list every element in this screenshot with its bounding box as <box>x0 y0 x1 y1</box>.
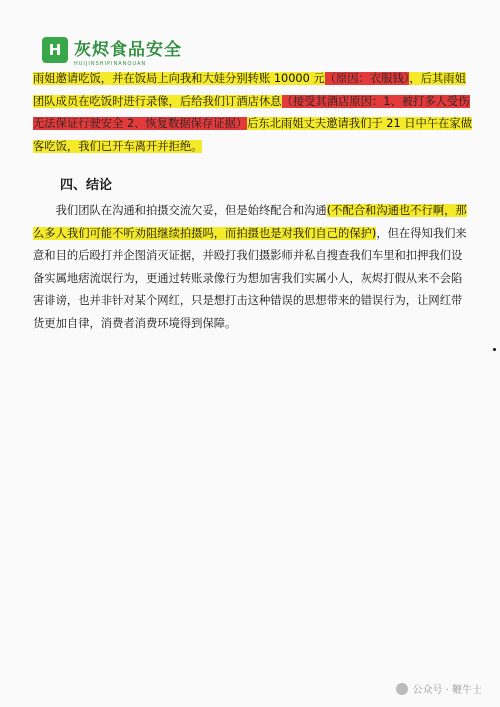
logo-text: 灰烬食品安全 <box>74 40 182 60</box>
watermark-footer <box>396 681 482 696</box>
brand-header <box>42 36 182 68</box>
section-title: 四、结论 <box>60 178 113 193</box>
paragraph-conclusion <box>33 200 473 335</box>
paragraph-incident <box>33 68 473 158</box>
text-segment: 后东北雨姐丈夫邀请我们于 21 日中午在家做客吃饭，我们已开车离开并拒绝。 <box>33 117 473 153</box>
text-segment: ，后其雨姐团队成员在吃饭时进行录像，后给我们订酒店休息 <box>33 72 466 108</box>
logo-icon: H <box>42 37 68 63</box>
highlight-red: （原因：衣服钱） <box>324 72 410 85</box>
highlight-red: （接受其酒店原因：1、被打多人受伤无法保证行驶安全 2、恢复数据保存证据） <box>33 94 470 130</box>
text-segment: 雨姐邀请吃饭，并在饭局上向我和大娃分别转账 10000 元 <box>33 72 325 85</box>
highlight-yellow: (不配合和沟通也不行啊，那么多人我们可能不听劝阻继续拍摄吗，而拍摄也是对我们自己的保护) <box>33 204 467 240</box>
logo-pinyin: HUIJINSHIPINANQUAN <box>74 61 147 67</box>
brand-logo <box>42 37 182 67</box>
wechat-icon <box>396 683 408 695</box>
text-segment: 我们团队在沟通和拍摄交流欠妥，但是始终配合和沟通 <box>55 204 327 217</box>
margin-dot <box>493 348 496 351</box>
text-segment: ，但在得知我们来意和目的后殴打并企图消灭证据，并殴打我们摄影师并私自搜查我们车里和扣押我们设备实属地痞流氓行为，更通过转账录像行为想加害我们实属小人，灰烬打假从来不会陷害诽谤，也并非针对某个网红，只是想打击这种错误的思想带来的错误行为，让网红带货更加自律，消费者消费环境得到保障。 <box>33 226 467 330</box>
footer-text: 公众号 · 鞭牛士 <box>412 685 482 696</box>
